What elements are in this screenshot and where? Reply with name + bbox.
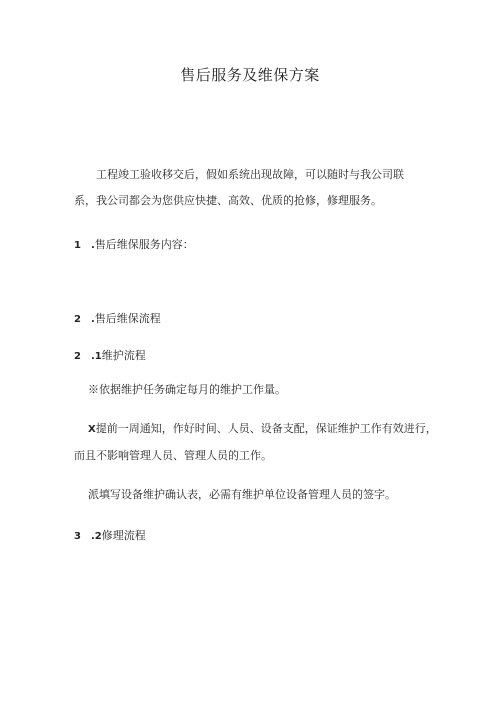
- bullet-item-2: [74, 416, 444, 469]
- section-title: 修理流程: [101, 529, 146, 542]
- section-heading-1: [74, 236, 194, 252]
- section-title: 售后维保流程: [94, 312, 161, 325]
- bullet-2-mark: X: [88, 424, 96, 435]
- section-number: 2: [74, 351, 81, 362]
- section-number: 1: [74, 240, 81, 251]
- bullet-item-3: 派填写设备维护确认表，必需有维护单位设备管理人员的签字。: [88, 488, 396, 501]
- intro-line-2: 系，我公司都会为您供应快捷、高效、优质的抢修，修理服务。: [74, 194, 382, 207]
- bullet-2-line-1: [74, 416, 444, 443]
- document-title: 售后服务及维保方案: [180, 66, 320, 84]
- section-title: 维护流程: [101, 349, 146, 362]
- bullet-2-text: 提前一周通知，作好时间、人员、设备支配，保证维护工作有效进行，: [95, 422, 437, 435]
- section-separator: .1: [90, 351, 102, 362]
- section-separator: .2: [90, 531, 102, 542]
- section-separator: .: [90, 240, 95, 251]
- section-title: 售后维保服务内容：: [94, 238, 194, 251]
- section-separator: .: [90, 314, 95, 325]
- bullet-2-line-2: 而且不影响管理人员、管理人员的工作。: [74, 449, 272, 462]
- intro-paragraph: [74, 162, 444, 214]
- section-number: 3: [74, 531, 81, 542]
- section-number: 2: [74, 314, 81, 325]
- bullet-item-1: ※依据维护任务确定每月的维护工作量。: [88, 383, 286, 396]
- section-heading-3-2: [74, 527, 146, 543]
- section-heading-2: [74, 310, 161, 326]
- intro-line-1: 工程竣工验收移交后，假如系统出现故障，可以随时与我公司联: [96, 168, 404, 181]
- section-heading-2-1: [74, 347, 146, 363]
